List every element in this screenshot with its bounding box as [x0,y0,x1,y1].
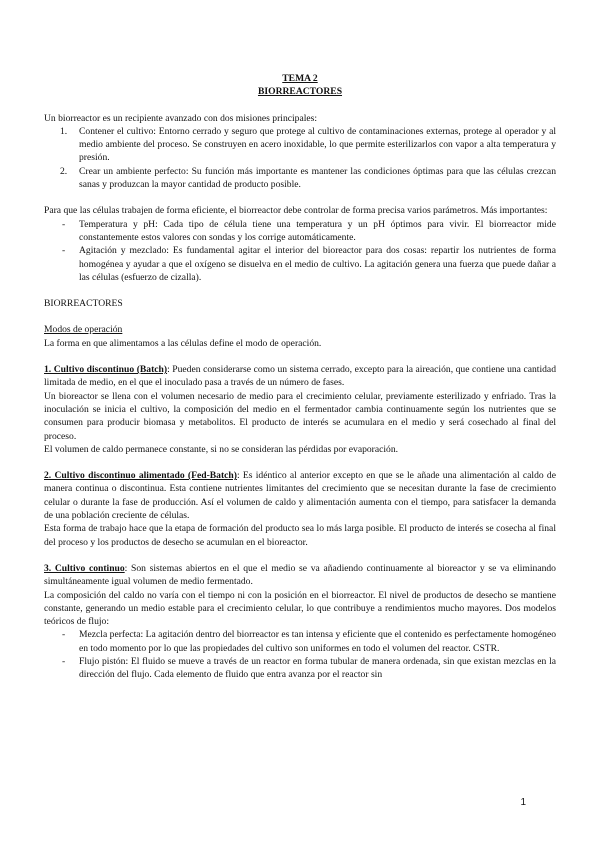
dash-bullet: - [62,218,66,230]
fedbatch-text: : Es idéntico al anterior excepto en que se le añade una alimentación al caldo de manera continua o discontinua. Esta contiene nutrientes limitantes del crecimiento que se necesitan durante la fase de crecimiento celular o durante la fase de producción. Así el volumen de caldo y alimentación aumenta con el tiempo, para satisfacer la demanda de una población creciente de células. [44,470,556,522]
dash-bullet: - [62,629,66,641]
fedbatch-label: 2. Cultivo discontinuo alimentado (Fed-Batch) [44,470,237,482]
flow-model-text: Flujo pistón: El fluido se mueve a través de un reactor en forma tubular de manera ordenada, sin que existan mezclas en la dirección del flujo. Cada elemento de fluido que entra avanza por el reactor sin [79,655,556,681]
param-item [44,218,556,245]
batch-paragraph-3: El volumen de caldo permanece constante, si no se consideran las pérdidas por evaporación. [44,443,399,455]
param-text: Agitación y mezclado: Es fundamental agitar el interior del bioreactor para dos cosas: repartir los nutrientes de forma homogénea y ayudar a que el oxígeno se disuelva en el medio de cultivo. La agitación genera una fuerza que puede dañar a las células (esfuerzo de cizalla). [79,245,556,283]
heading-line-1: TEMA 2 [282,73,318,84]
modes-title: Modos de operación [44,324,123,336]
mission-number: 2. [60,165,68,177]
dash-bullet: - [62,245,66,257]
continuous-text: : Son sistemas abiertos en el que el medio se va añadiendo continuamente al bioreactor y se va eliminando simultáneamente igual volumen de medio fermentado. [44,562,556,588]
mission-text: Crear un ambiente perfecto: Su función más importante es mantener las condiciones óptimas para que las células crezcan sanas y produzcan la mayor cantidad de producto posible. [79,165,556,191]
mission-item [44,125,556,165]
missions-list [44,125,556,191]
batch-paragraph [44,363,556,390]
param-text: Temperatura y pH: Cada tipo de célula tiene una temperatura y un pH óptimos para vivir. El biorreactor mide constantemente estos valores con sondas y los corrige automáticamente. [79,218,556,243]
continuous-paragraph [44,562,556,589]
continuous-label: 3. Cultivo continuo [44,562,125,574]
params-intro: Para que las células trabajen de forma eficiente, el biorreactor debe controlar de forma precisa varios parámetros. Más importantes: [44,205,548,217]
flow-model-item [44,628,556,655]
continuous-paragraph-2: La composición del caldo no varía con el tiempo ni con la posición en el biorreactor. El nivel de productos de desecho se mantiene constante, generando un medio estable para el crecimiento celular, lo que contribuye a rendimientos mucho mayores. Dos modelos teóricos de flujo: [44,589,556,628]
modes-intro: La forma en que alimentamos a las células define el modo de operación. [44,337,322,349]
page-number: 1 [520,797,526,808]
heading-line-2: BIORREACTORES [257,86,343,98]
batch-paragraph-2: Un bioreactor se llena con el volumen necesario de medio para el crecimiento celular, previamente esterilizado y enfriado. Tras la inoculación se inicia el cultivo, la composición del medio en el fermentador cambia continuamente según los nutrientes que se consumen para producir biomasa y metabolitos. El producto de interés se acumulara en el medio y será cosechado al final del proceso. [44,390,556,442]
document-page [44,72,556,682]
intro-paragraph: Un biorreactor es un recipiente avanzado con dos misiones principales: [44,112,318,124]
mission-number: 1. [60,125,68,137]
params-list [44,218,556,284]
flow-model-text: Mezcla perfecta: La agitación dentro del biorreactor es tan intensa y eficiente que el contenido es perfectamente homogéneo en todo momento por lo que las propiedades del cultivo son uniformes en todo el volumen del reactor. CSTR. [79,629,556,654]
fedbatch-paragraph-2: Esta forma de trabajo hace que la etapa de formación del producto sea lo más larga posible. El producto de interés se cosecha al final del proceso y los productos de desecho se acumulan en el bioreactor. [44,523,556,548]
section-title: BIORREACTORES [44,298,123,310]
param-item [44,244,556,284]
batch-text: : Pueden considerarse como un sistema cerrado, excepto para la aireación, que contiene una cantidad limitada de medio, en el que el inoculado pasa a través de un número de fases. [44,364,556,389]
mission-item [44,165,556,192]
fedbatch-paragraph [44,469,556,522]
dash-bullet: - [62,655,66,667]
batch-label: 1. Cultivo discontinuo (Batch) [44,364,168,376]
flow-models-list [44,628,556,681]
mission-text: Contener el cultivo: Entorno cerrado y seguro que protege al cultivo de contaminaciones externas, protege al operador y al medio ambiente del proceso. Se construyen en acero inoxidable, lo que permite esterilizarlos con vapor a alta temperatura y presión. [79,125,556,164]
flow-model-item [44,655,556,682]
